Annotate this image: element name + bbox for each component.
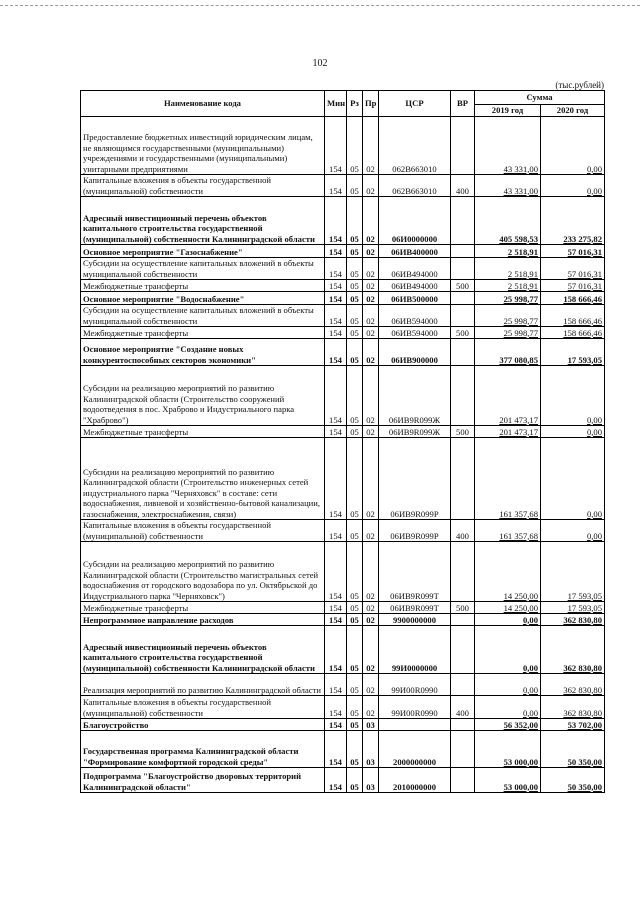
row-value-2020: 0,00: [541, 438, 605, 520]
row-rz: 05: [347, 258, 363, 280]
row-value-2020: 17 593,05: [541, 542, 605, 602]
row-name: Основное мероприятие "Создание новых конкурентоспособных секторов экономики": [81, 339, 325, 366]
row-pr: 02: [363, 305, 379, 327]
table-row: [81, 674, 605, 696]
row-name: Субсидии на осуществление капитальных вложений в объекты муниципальной собственности: [81, 258, 325, 280]
row-name: Основное мероприятие "Газоснабжение": [81, 245, 325, 258]
row-vr: 500: [451, 280, 475, 292]
row-value-2019: 0,00: [475, 696, 541, 719]
row-pr: 03: [363, 731, 379, 768]
row-value-2019: 0,00: [475, 626, 541, 674]
row-value-2020: 0,00: [541, 426, 605, 438]
row-value-2019: 2 518,91: [475, 280, 541, 292]
row-name: Подпрограмма "Благоустройство дворовых территорий Калининградской области": [81, 768, 325, 793]
row-csr: 06ИВ594000: [379, 305, 451, 327]
header-min: Мин: [325, 91, 347, 117]
row-min: 154: [325, 768, 347, 793]
row-name: Государственная программа Калининградской области "Формирование комфортной городской среды": [81, 731, 325, 768]
table-row: [81, 327, 605, 339]
row-min: 154: [325, 626, 347, 674]
header-vr: ВР: [451, 91, 475, 117]
row-csr: 06ИВ9R099Р: [379, 520, 451, 542]
row-rz: 05: [347, 626, 363, 674]
table-row: [81, 731, 605, 768]
row-name: Непрограммное направление расходов: [81, 614, 325, 626]
row-vr: 400: [451, 520, 475, 542]
table-row: [81, 438, 605, 520]
row-rz: 05: [347, 292, 363, 305]
row-min: 154: [325, 258, 347, 280]
row-min: 154: [325, 542, 347, 602]
row-vr: [451, 674, 475, 696]
row-value-2020: 233 275,82: [541, 197, 605, 245]
row-csr: 06ИВ9R099Т: [379, 602, 451, 614]
table-row: [81, 197, 605, 245]
row-rz: 05: [347, 175, 363, 197]
row-csr: 9900000000: [379, 614, 451, 626]
header-2019: 2019 год: [475, 105, 541, 117]
row-min: 154: [325, 117, 347, 175]
row-name: Благоустройство: [81, 719, 325, 731]
row-name: Реализация мероприятий по развитию Калининградской области: [81, 674, 325, 696]
row-rz: 05: [347, 602, 363, 614]
row-vr: [451, 197, 475, 245]
row-csr: 06ИВ500000: [379, 292, 451, 305]
row-vr: [451, 768, 475, 793]
row-value-2020: 50 350,00: [541, 731, 605, 768]
row-name: Межбюджетные трансферты: [81, 426, 325, 438]
row-min: 154: [325, 245, 347, 258]
row-rz: 05: [347, 327, 363, 339]
row-value-2019: 14 250,00: [475, 542, 541, 602]
page-top-edge: [0, 5, 640, 6]
row-value-2020: 362 830,80: [541, 696, 605, 719]
row-vr: [451, 542, 475, 602]
row-value-2019: 56 352,00: [475, 719, 541, 731]
row-rz: 05: [347, 117, 363, 175]
row-rz: 05: [347, 305, 363, 327]
row-csr: 06ИВ9R099Ж: [379, 366, 451, 426]
row-name: Субсидии на реализацию мероприятий по развитию Калининградской области (Строительство магистральных сетей водоснабжения от городского водозабора по ул. Октябрьской до Индустриального парка "Черняховск"): [81, 542, 325, 602]
row-min: 154: [325, 602, 347, 614]
row-vr: [451, 626, 475, 674]
table-row: [81, 614, 605, 626]
row-min: 154: [325, 175, 347, 197]
header-2020: 2020 год: [541, 105, 605, 117]
row-vr: [451, 438, 475, 520]
row-value-2019: 161 357,68: [475, 438, 541, 520]
row-csr: 99И00R0990: [379, 674, 451, 696]
row-pr: 02: [363, 280, 379, 292]
row-rz: 05: [347, 674, 363, 696]
row-value-2020: 0,00: [541, 175, 605, 197]
row-vr: [451, 731, 475, 768]
row-value-2020: 53 702,00: [541, 719, 605, 731]
table-row: [81, 719, 605, 731]
row-pr: 02: [363, 197, 379, 245]
table-row: [81, 280, 605, 292]
row-csr: 06ИВ9R099Т: [379, 542, 451, 602]
row-name: Субсидии на осуществление капитальных вложений в объекты муниципальной собственности: [81, 305, 325, 327]
row-value-2020: 0,00: [541, 520, 605, 542]
row-csr: 06ИВ400000: [379, 245, 451, 258]
row-value-2019: 43 331,00: [475, 175, 541, 197]
row-name: Предоставление бюджетных инвестиций юридическим лицам, не являющимся государственными (муниципальными) учреждениями и государственными (муниципальными) унитарными предприятиями: [81, 117, 325, 175]
row-name: Субсидии на реализацию мероприятий по развитию Калининградской области (Строительство сооружений водоотведения в пос. Храброво и Индустриального парка "Храброво"): [81, 366, 325, 426]
row-rz: 05: [347, 366, 363, 426]
row-vr: 400: [451, 175, 475, 197]
row-name: Межбюджетные трансферты: [81, 327, 325, 339]
table-row: [81, 305, 605, 327]
row-rz: 05: [347, 614, 363, 626]
row-value-2019: 0,00: [475, 674, 541, 696]
row-min: 154: [325, 305, 347, 327]
row-name: Капитальные вложения в объекты государственной (муниципальной) собственности: [81, 696, 325, 719]
row-value-2020: 0,00: [541, 117, 605, 175]
row-vr: [451, 292, 475, 305]
row-rz: 05: [347, 520, 363, 542]
budget-table: [80, 90, 605, 793]
row-csr: 06ИВ9R099Р: [379, 438, 451, 520]
row-csr: 06ИВ494000: [379, 258, 451, 280]
table-row: [81, 602, 605, 614]
row-csr: 062В663010: [379, 175, 451, 197]
row-csr: 99И00R0990: [379, 696, 451, 719]
row-pr: 02: [363, 292, 379, 305]
page-number: 102: [312, 58, 328, 69]
row-csr: 06ИВ9R099Ж: [379, 426, 451, 438]
row-value-2020: 158 666,46: [541, 292, 605, 305]
row-rz: 05: [347, 768, 363, 793]
row-min: 154: [325, 366, 347, 426]
row-vr: [451, 339, 475, 366]
row-vr: 500: [451, 426, 475, 438]
header-pr: Пр: [363, 91, 379, 117]
table-row: [81, 339, 605, 366]
row-pr: 02: [363, 602, 379, 614]
row-vr: [451, 366, 475, 426]
row-name: Субсидии на реализацию мероприятий по развитию Калининградской области (Строительство инженерных сетей индустриального парка "Черняховск" в составе: сети водоснабжения, ливневой и хозяйственно-бытовой канализации, газоснабжения, электроснабжения, связи): [81, 438, 325, 520]
header-csr: ЦСР: [379, 91, 451, 117]
row-pr: 03: [363, 719, 379, 731]
row-value-2020: 17 593,05: [541, 602, 605, 614]
row-name: Межбюджетные трансферты: [81, 602, 325, 614]
row-value-2020: 158 666,46: [541, 305, 605, 327]
row-pr: 03: [363, 768, 379, 793]
row-rz: 05: [347, 438, 363, 520]
row-min: 154: [325, 731, 347, 768]
row-pr: 02: [363, 366, 379, 426]
row-pr: 02: [363, 245, 379, 258]
row-value-2019: 14 250,00: [475, 602, 541, 614]
row-rz: 05: [347, 280, 363, 292]
row-csr: 2010000000: [379, 768, 451, 793]
row-value-2020: 17 593,05: [541, 339, 605, 366]
row-pr: 02: [363, 520, 379, 542]
row-value-2020: 0,00: [541, 366, 605, 426]
table-row: [81, 542, 605, 602]
row-min: 154: [325, 674, 347, 696]
row-csr: 062В663010: [379, 117, 451, 175]
table-row: [81, 292, 605, 305]
row-name: Капитальные вложения в объекты государственной (муниципальной) собственности: [81, 175, 325, 197]
table-row: [81, 245, 605, 258]
table-row: [81, 426, 605, 438]
row-vr: 400: [451, 696, 475, 719]
row-min: 154: [325, 696, 347, 719]
row-min: 154: [325, 426, 347, 438]
row-rz: 05: [347, 197, 363, 245]
row-value-2019: 2 518,91: [475, 258, 541, 280]
row-pr: 02: [363, 542, 379, 602]
row-pr: 02: [363, 438, 379, 520]
row-value-2020: 57 016,31: [541, 280, 605, 292]
table-row: [81, 768, 605, 793]
row-vr: [451, 719, 475, 731]
row-value-2020: 158 666,46: [541, 327, 605, 339]
row-value-2019: 53 000,00: [475, 731, 541, 768]
row-value-2019: 201 473,17: [475, 426, 541, 438]
row-name: Межбюджетные трансферты: [81, 280, 325, 292]
row-rz: 05: [347, 245, 363, 258]
header-rz: Рз: [347, 91, 363, 117]
row-vr: [451, 245, 475, 258]
row-name: Основное мероприятие "Водоснабжение": [81, 292, 325, 305]
row-rz: 05: [347, 339, 363, 366]
row-value-2019: 161 357,68: [475, 520, 541, 542]
row-csr: 99И0000000: [379, 626, 451, 674]
row-vr: [451, 258, 475, 280]
header-sum: Сумма: [475, 91, 605, 105]
row-min: 154: [325, 719, 347, 731]
table-row: [81, 696, 605, 719]
row-csr: 2000000000: [379, 731, 451, 768]
row-pr: 02: [363, 175, 379, 197]
row-value-2020: 57 016,31: [541, 245, 605, 258]
row-rz: 05: [347, 731, 363, 768]
row-value-2020: 57 016,31: [541, 258, 605, 280]
row-csr: 06ИВ900000: [379, 339, 451, 366]
row-rz: 05: [347, 542, 363, 602]
row-vr: [451, 614, 475, 626]
row-min: 154: [325, 438, 347, 520]
row-vr: 500: [451, 602, 475, 614]
row-min: 154: [325, 327, 347, 339]
row-pr: 02: [363, 614, 379, 626]
row-vr: [451, 305, 475, 327]
row-rz: 05: [347, 719, 363, 731]
row-value-2020: 362 830,80: [541, 614, 605, 626]
row-value-2020: 50 350,00: [541, 768, 605, 793]
row-value-2019: 53 000,00: [475, 768, 541, 793]
row-pr: 02: [363, 626, 379, 674]
row-min: 154: [325, 339, 347, 366]
row-pr: 02: [363, 696, 379, 719]
row-csr: 06ИВ494000: [379, 280, 451, 292]
row-pr: 02: [363, 426, 379, 438]
row-min: 154: [325, 280, 347, 292]
row-value-2019: 377 080,85: [475, 339, 541, 366]
header-name: Наименование кода: [81, 91, 325, 117]
row-rz: 05: [347, 426, 363, 438]
table-row: [81, 175, 605, 197]
row-name: Адресный инвестиционный перечень объектов капитального строительства государственной (муниципальной) собственности Калининградской области: [81, 197, 325, 245]
row-value-2020: 362 830,80: [541, 626, 605, 674]
row-value-2019: 0,00: [475, 614, 541, 626]
row-name: Капитальные вложения в объекты государственной (муниципальной) собственности: [81, 520, 325, 542]
row-csr: 06И0000000: [379, 197, 451, 245]
row-vr: [451, 117, 475, 175]
row-value-2020: 362 830,80: [541, 674, 605, 696]
row-pr: 02: [363, 327, 379, 339]
row-min: 154: [325, 520, 347, 542]
row-name: Адресный инвестиционный перечень объектов капитального строительства государственной (муниципальной) собственности Калининградской области: [81, 626, 325, 674]
row-value-2019: 43 331,00: [475, 117, 541, 175]
row-value-2019: 201 473,17: [475, 366, 541, 426]
table-row: [81, 117, 605, 175]
row-csr: [379, 719, 451, 731]
row-pr: 02: [363, 674, 379, 696]
row-csr: 06ИВ594000: [379, 327, 451, 339]
row-vr: 500: [451, 327, 475, 339]
row-rz: 05: [347, 696, 363, 719]
row-value-2019: 405 598,53: [475, 197, 541, 245]
table-row: [81, 520, 605, 542]
row-pr: 02: [363, 117, 379, 175]
row-value-2019: 25 998,77: [475, 305, 541, 327]
row-value-2019: 2 518,91: [475, 245, 541, 258]
row-value-2019: 25 998,77: [475, 292, 541, 305]
table-row: [81, 626, 605, 674]
row-pr: 02: [363, 258, 379, 280]
table-row: [81, 366, 605, 426]
row-value-2019: 25 998,77: [475, 327, 541, 339]
units-note: (тыс.рублей): [555, 80, 604, 90]
row-min: 154: [325, 614, 347, 626]
row-pr: 02: [363, 339, 379, 366]
row-min: 154: [325, 197, 347, 245]
table-row: [81, 258, 605, 280]
row-min: 154: [325, 292, 347, 305]
